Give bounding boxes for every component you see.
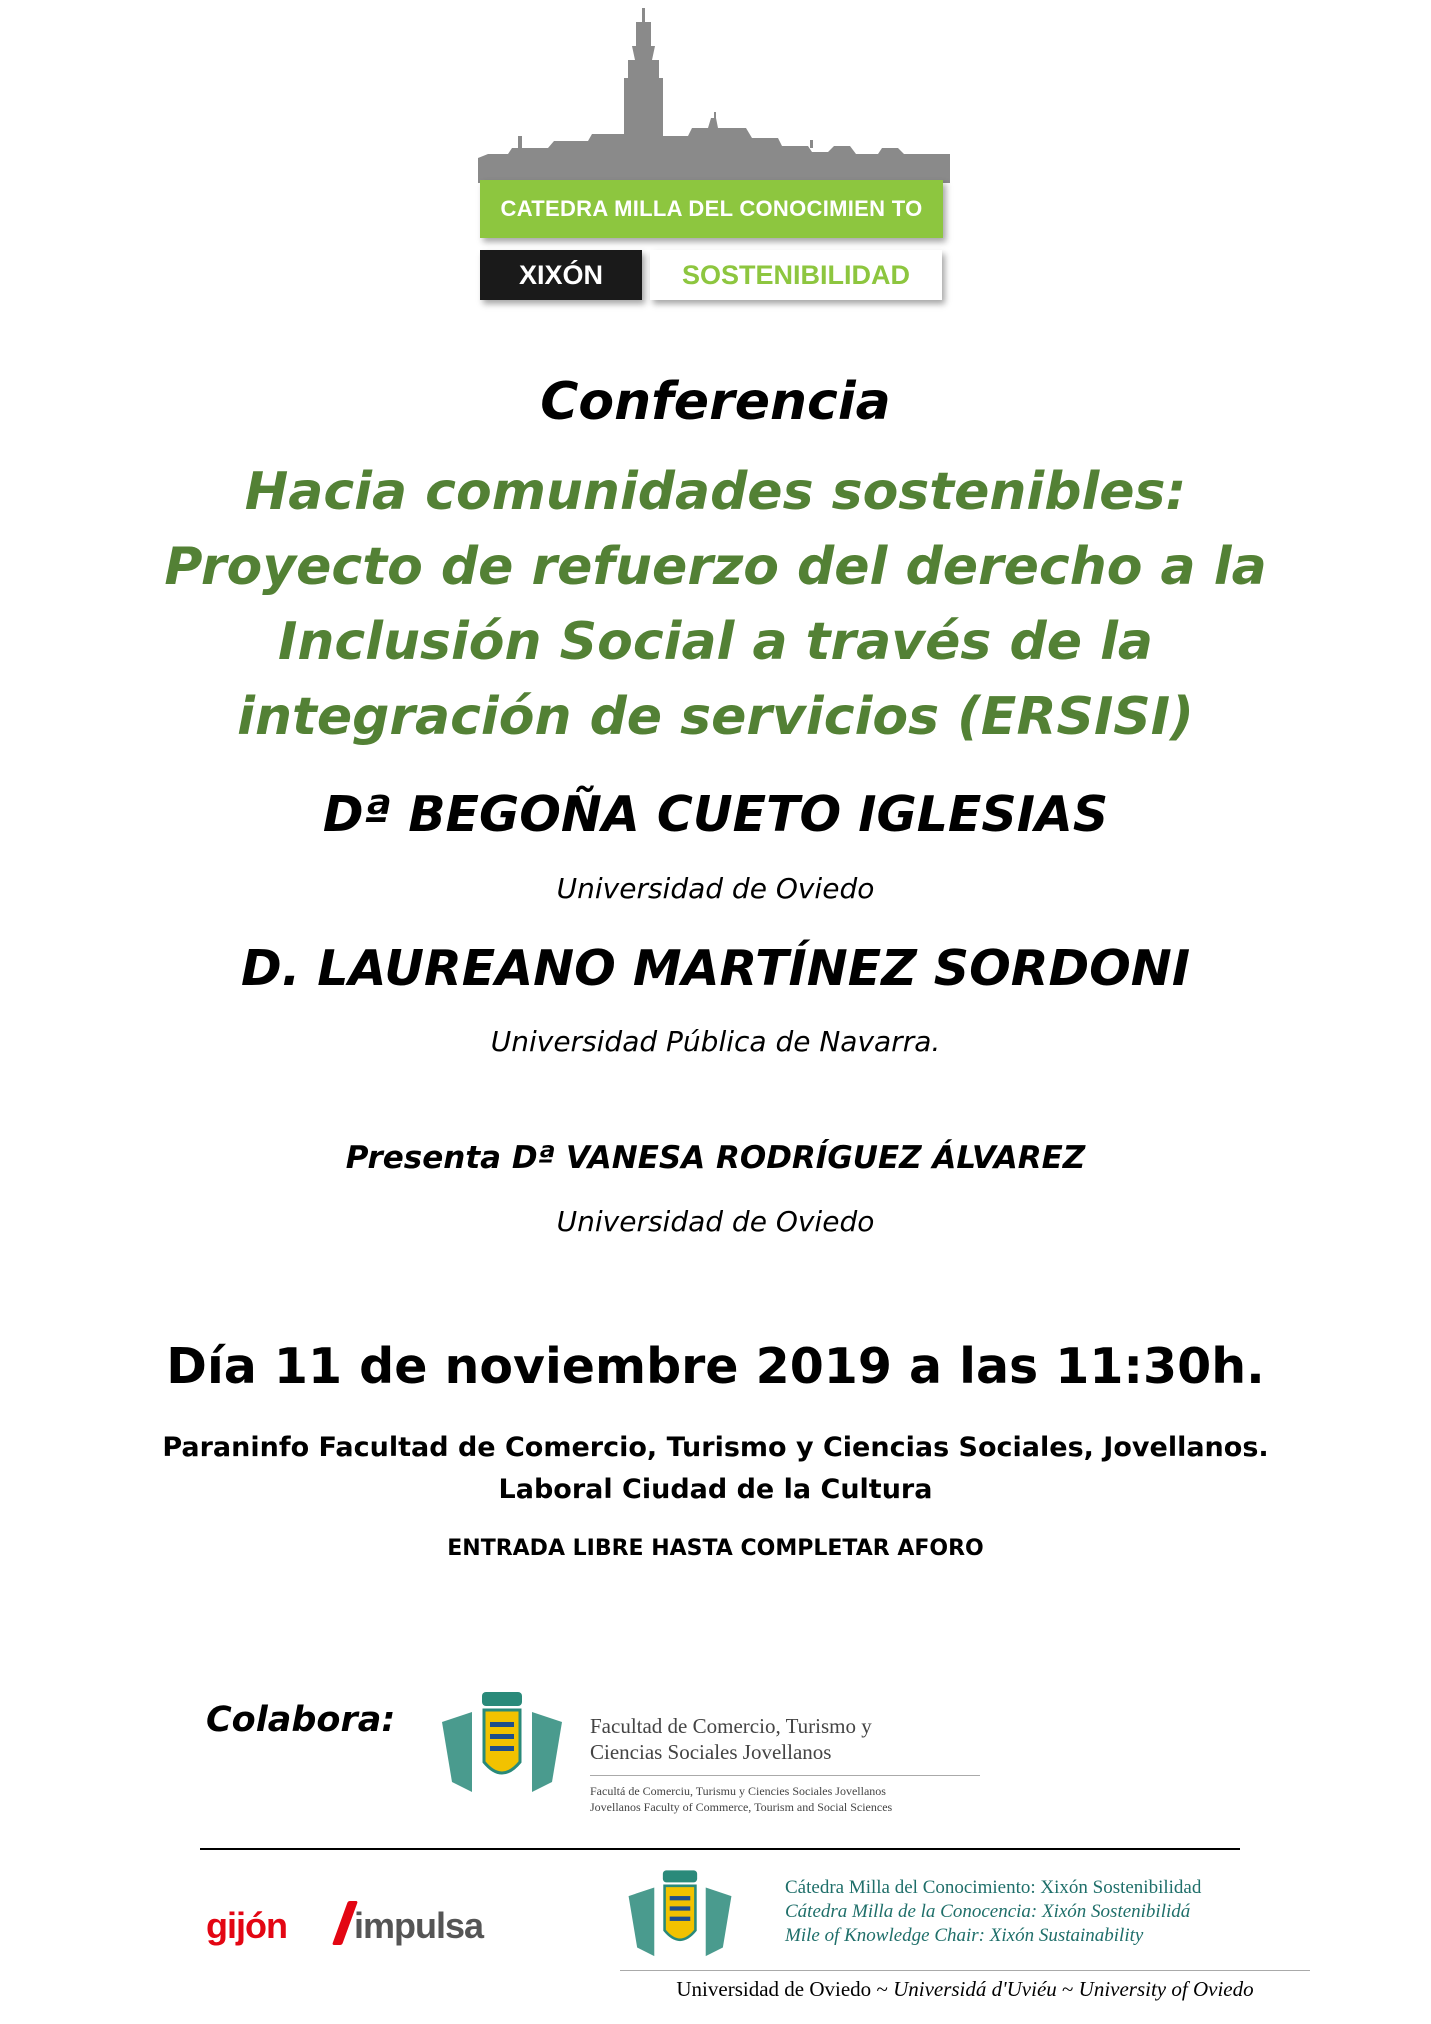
impulsa-logo: impulsa: [354, 1905, 484, 1946]
speaker-2-name: D. LAUREANO MARTÍNEZ SORDONI: [240, 940, 1191, 997]
university-line: [620, 1977, 1310, 2002]
faculty-name-line-1: Facultad de Comercio, Turismo y: [590, 1714, 872, 1738]
logo-sostenibilidad-box: SOSTENIBILIDAD: [650, 250, 942, 300]
university-name-es: Universidad de Oviedo: [676, 1977, 872, 2001]
gijon-logo: gijón: [206, 1905, 287, 1946]
chair-name-asturian: Cátedra Milla de la Conocencia: Xixón Sostenibilidá: [785, 1901, 1191, 1922]
faculty-name-line-2: Ciencias Sociales Jovellanos: [590, 1740, 832, 1764]
event-type-label: Conferencia: [540, 372, 891, 432]
faculty-subtitle-line-2: Jovellanos Faculty of Commerce, Tourism and Social Sciences: [590, 1800, 893, 1814]
event-date-time: Día 11 de noviembre 2019 a las 11:30h.: [166, 1338, 1265, 1395]
event-title-line-2: Proyecto de refuerzo del derecho a la: [164, 537, 1267, 597]
catedra-logo: [478, 8, 950, 304]
university-crest-small-icon: [620, 1870, 740, 1965]
entry-note: ENTRADA LIBRE HASTA COMPLETAR AFORO: [447, 1536, 984, 1561]
university-name-en: University of Oviedo: [1078, 1977, 1254, 2001]
faculty-divider: [590, 1775, 980, 1776]
logo-catedra-bar: CATEDRA MILLA DEL CONOCIMIEN TO: [480, 180, 943, 238]
presenter-name: Presenta Dª VANESA RODRÍGUEZ ÁLVAREZ: [345, 1140, 1086, 1176]
university-divider: [620, 1970, 1310, 1971]
speaker-1-name: Dª BEGOÑA CUETO IGLESIAS: [322, 786, 1109, 843]
logo-xixon-box: XIXÓN: [480, 250, 642, 300]
skyline-icon: [478, 8, 950, 183]
venue-line-1: Paraninfo Facultad de Comercio, Turismo y Ciencias Sociales, Jovellanos.: [162, 1432, 1269, 1463]
speaker-2-affiliation: Universidad Pública de Navarra.: [490, 1025, 941, 1058]
separator-1: ~: [876, 1977, 888, 2001]
footer-divider: [200, 1848, 1240, 1850]
presenter-affiliation: Universidad de Oviedo: [556, 1205, 875, 1238]
event-title-line-3: Inclusión Social a través de la: [277, 612, 1153, 672]
chair-name-english: Mile of Knowledge Chair: Xixón Sustainability: [785, 1925, 1144, 1946]
faculty-subtitle-line-1: Facultá de Comerciu, Turismu y Ciencies Sociales Jovellanos: [590, 1784, 886, 1798]
venue-line-2: Laboral Ciudad de la Cultura: [498, 1474, 933, 1505]
university-name-ast: Universidá d'Uviéu: [893, 1977, 1057, 2001]
separator-2: ~: [1062, 1977, 1074, 2001]
event-title-line-4: integración de servicios (ERSISI): [237, 687, 1194, 747]
university-crest-icon: [432, 1692, 572, 1802]
speaker-1-affiliation: Universidad de Oviedo: [556, 872, 875, 905]
chair-name-spanish: Cátedra Milla del Conocimiento: Xixón Sostenibilidad: [785, 1877, 1202, 1898]
collaborators-label: Colabora:: [206, 1700, 396, 1740]
event-title-line-1: Hacia comunidades sostenibles:: [244, 462, 1187, 522]
